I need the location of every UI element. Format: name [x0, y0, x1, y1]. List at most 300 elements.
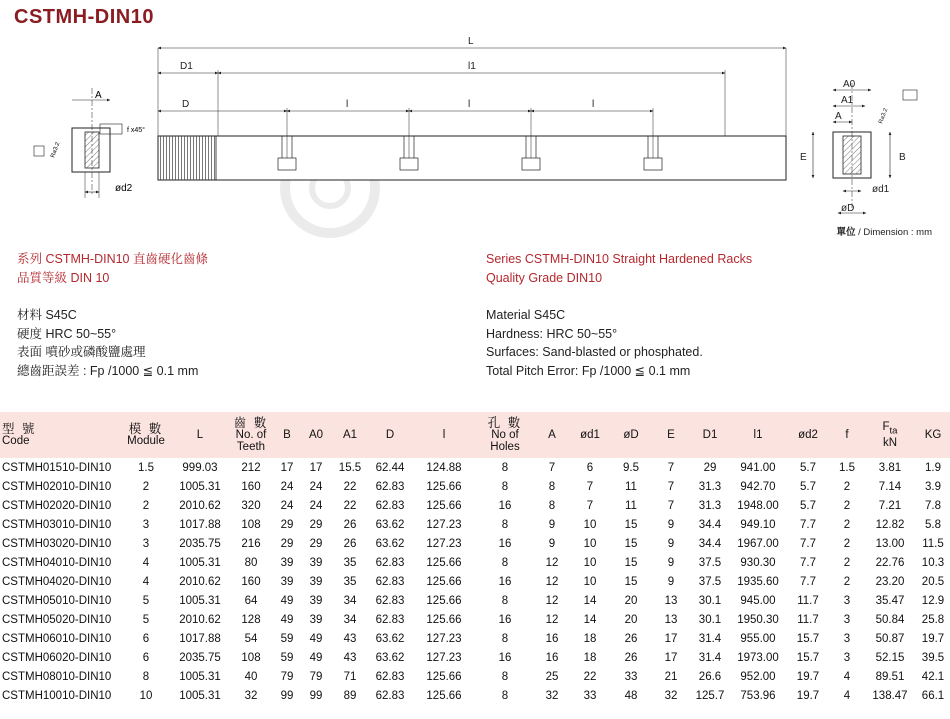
table-cell: 52.15 — [875, 651, 905, 664]
dim-label: l1 — [468, 61, 476, 72]
table-cell: 22 — [343, 499, 357, 512]
table-cell: CSTMH03020-DIN10 — [2, 537, 112, 550]
table-cell: 30.1 — [698, 594, 722, 607]
table-cell: 79 — [309, 670, 323, 683]
table-cell: 63.62 — [375, 632, 405, 645]
dim-label: A0 — [843, 79, 856, 90]
table-cell: 80 — [244, 556, 258, 569]
header-E: E — [652, 412, 690, 458]
table-cell: 26 — [343, 537, 357, 550]
table-cell: 62.83 — [375, 689, 405, 702]
table-cell: 18 — [583, 651, 597, 664]
grade-zh: 品質等級 DIN 10 — [17, 270, 110, 285]
header-A: A — [534, 412, 570, 458]
table-cell: 34.4 — [698, 518, 722, 531]
table-cell: 6 — [142, 651, 150, 664]
table-cell: 212 — [241, 461, 261, 474]
table-cell: 8 — [501, 632, 509, 645]
table-cell: 89.51 — [875, 670, 905, 683]
table-cell: CSTMH10010-DIN10 — [2, 689, 112, 702]
table-cell: 10 — [583, 518, 597, 531]
table-cell: 2 — [843, 480, 851, 493]
header-A1: A1 — [332, 412, 368, 458]
table-cell: 138.47 — [872, 689, 908, 702]
page-title: CSTMH-DIN10 — [14, 6, 154, 28]
table-cell: 930.30 — [740, 556, 776, 569]
table-cell: 6 — [586, 461, 594, 474]
table-cell: 11 — [625, 480, 637, 493]
table-cell: 941.00 — [740, 461, 776, 474]
left-end-view — [34, 88, 145, 198]
table-cell: 26 — [343, 518, 357, 531]
table-cell: 216 — [241, 537, 261, 550]
table-cell: 16 — [498, 537, 512, 550]
table-cell: 2 — [843, 537, 851, 550]
table-cell: 1005.31 — [179, 480, 221, 493]
dim-label: B — [899, 152, 906, 163]
table-cell: 89 — [343, 689, 357, 702]
table-cell: 5.7 — [800, 499, 816, 512]
table-cell: 29 — [280, 518, 294, 531]
table-cell: 15.7 — [796, 651, 820, 664]
dim-label: L — [468, 36, 474, 47]
table-cell: 8 — [501, 461, 509, 474]
dim-label: A1 — [841, 95, 854, 106]
table-cell: 43 — [343, 651, 357, 664]
table-cell: 62.83 — [375, 575, 405, 588]
table-cell: 24 — [280, 499, 294, 512]
table-cell: 29 — [703, 461, 717, 474]
table-cell: 16 — [498, 499, 512, 512]
table-cell: 40 — [244, 670, 258, 683]
table-cell: 1948.00 — [737, 499, 779, 512]
table-cell: 9 — [548, 537, 556, 550]
table-cell: 4 — [843, 670, 851, 683]
table-cell: 8 — [548, 499, 556, 512]
dim-label: Ra3.2 — [50, 141, 62, 159]
table-cell: 13.00 — [875, 537, 905, 550]
header-holes: 孔 數 No of Holes — [476, 412, 534, 458]
table-cell: 66.1 — [921, 689, 945, 702]
table-cell: 25.8 — [921, 613, 945, 626]
table-row — [0, 629, 950, 648]
table-cell: 30.1 — [698, 613, 722, 626]
table-cell: 35 — [343, 575, 357, 588]
table-cell: 32 — [545, 689, 559, 702]
table-cell: 11.7 — [797, 594, 819, 607]
table-cell: 1973.00 — [737, 651, 779, 664]
table-cell: 10 — [583, 537, 597, 550]
table-cell: 39 — [280, 575, 294, 588]
table-cell: 949.10 — [740, 518, 776, 531]
table-cell: CSTMH04020-DIN10 — [2, 575, 112, 588]
table-cell: 2 — [142, 480, 150, 493]
table-cell: 24 — [309, 499, 323, 512]
table-cell: 6 — [142, 632, 150, 645]
table-cell: 12 — [545, 613, 559, 626]
dim-label: E — [800, 152, 807, 163]
table-cell: 2035.75 — [179, 651, 221, 664]
table-cell: 8 — [501, 670, 509, 683]
spec-zh — [17, 250, 208, 380]
table-cell: 17 — [280, 461, 294, 474]
table-cell: 20 — [624, 594, 638, 607]
table-cell: 20 — [624, 613, 638, 626]
series-en: Series CSTMH-DIN10 Straight Hardened Racks — [486, 252, 753, 266]
table-cell: 43 — [343, 632, 357, 645]
table-cell: 4 — [142, 575, 150, 588]
header-phiD: øD — [610, 412, 652, 458]
table-cell: CSTMH03010-DIN10 — [2, 518, 112, 531]
table-cell: 62.83 — [375, 556, 405, 569]
table-cell: 2 — [843, 556, 851, 569]
table-cell: 1005.31 — [179, 556, 221, 569]
table-cell: 15.5 — [338, 461, 362, 474]
table-cell: 24 — [309, 480, 323, 493]
table-cell: 26.6 — [698, 670, 722, 683]
table-row — [0, 553, 950, 572]
table-cell: 8 — [142, 670, 150, 683]
table-cell: 7.8 — [925, 499, 941, 512]
table-cell: 39.5 — [921, 651, 945, 664]
right-end-view — [800, 79, 917, 214]
rack-technical-drawing — [0, 28, 950, 243]
table-cell: 17 — [664, 651, 678, 664]
table-cell: 48 — [624, 689, 638, 702]
table-row — [0, 477, 950, 496]
table-cell: 9 — [548, 518, 556, 531]
surface-en: Surfaces: Sand-blasted or phosphated. — [486, 345, 703, 359]
header-d1: ød1 — [570, 412, 610, 458]
table-cell: 9 — [667, 556, 675, 569]
table-cell: 7.7 — [800, 556, 816, 569]
header-d2: ød2 — [786, 412, 830, 458]
table-cell: 32 — [664, 689, 678, 702]
table-cell: 125.66 — [426, 499, 462, 512]
table-cell: 8 — [501, 594, 509, 607]
table-cell: 4 — [843, 689, 851, 702]
table-body — [0, 458, 950, 705]
series-zh: 系列 CSTMH-DIN10 直齒硬化齒條 — [17, 252, 208, 266]
table-cell: 127.23 — [426, 518, 462, 531]
table-cell: 15.7 — [796, 632, 820, 645]
table-cell: 952.00 — [740, 670, 776, 683]
table-cell: 5.7 — [800, 461, 816, 474]
table-cell: 2010.62 — [179, 575, 221, 588]
table-cell: 14 — [583, 613, 597, 626]
material-zh: 材料 S45C — [17, 308, 77, 322]
table-cell: 26 — [624, 632, 638, 645]
table-cell: 18 — [583, 632, 597, 645]
table-cell: CSTMH02020-DIN10 — [2, 499, 112, 512]
dim-label: øD — [841, 203, 855, 214]
table-cell: 59 — [280, 651, 294, 664]
table-cell: 99 — [280, 689, 294, 702]
table-cell: 3 — [843, 613, 851, 626]
table-cell: CSTMH06010-DIN10 — [2, 632, 112, 645]
grade-en: Quality Grade DIN10 — [486, 270, 603, 285]
table-row — [0, 648, 950, 667]
table-cell: 22 — [583, 670, 597, 683]
table-cell: 160 — [241, 575, 261, 588]
header-L: L — [172, 412, 228, 458]
table-cell: 7 — [667, 480, 675, 493]
header-l: l — [412, 412, 476, 458]
table-cell: 16 — [545, 651, 559, 664]
table-cell: 4 — [142, 556, 150, 569]
table-cell: 63.62 — [375, 518, 405, 531]
table-cell: 15 — [624, 556, 638, 569]
table-cell: 37.5 — [698, 556, 722, 569]
table-row — [0, 591, 950, 610]
table-cell: 11.5 — [922, 537, 944, 550]
table-cell: 1005.31 — [179, 689, 221, 702]
table-cell: 127.23 — [426, 651, 462, 664]
table-cell: 62.83 — [375, 670, 405, 683]
table-cell: 160 — [241, 480, 261, 493]
table-cell: 54 — [244, 632, 258, 645]
table-cell: 15 — [624, 518, 638, 531]
table-cell: 125.66 — [426, 480, 462, 493]
table-cell: 13 — [664, 594, 678, 607]
table-cell: CSTMH08010-DIN10 — [2, 670, 112, 683]
table-cell: 2 — [843, 499, 851, 512]
dim-label: ød1 — [872, 184, 890, 195]
table-cell: 3 — [142, 537, 150, 550]
table-cell: 999.03 — [182, 461, 218, 474]
table-cell: 29 — [309, 518, 323, 531]
table-cell: 945.00 — [740, 594, 776, 607]
table-cell: 29 — [280, 537, 294, 550]
table-cell: 33 — [583, 689, 597, 702]
table-cell: 37.5 — [698, 575, 722, 588]
table-cell: 1017.88 — [179, 632, 221, 645]
spec-en — [486, 250, 752, 380]
header-f: f — [830, 412, 864, 458]
table-cell: 49 — [280, 613, 294, 626]
table-cell: 34 — [343, 613, 357, 626]
table-cell: 19.7 — [921, 632, 945, 645]
dim-label: A — [95, 90, 102, 101]
material-en: Material S45C — [486, 308, 566, 322]
table-cell: 39 — [309, 575, 323, 588]
table-cell: 5.7 — [800, 480, 816, 493]
table-cell: 16 — [498, 575, 512, 588]
table-cell: CSTMH06020-DIN10 — [2, 651, 112, 664]
table-cell: 49 — [309, 632, 323, 645]
table-cell: 62.83 — [375, 480, 405, 493]
table-cell: 31.4 — [698, 632, 722, 645]
table-cell: 753.96 — [740, 689, 776, 702]
table-cell: 35 — [343, 556, 357, 569]
header-force: $F_{ta}$ kN — [864, 412, 916, 458]
dim-label: A — [835, 111, 842, 122]
table-cell: CSTMH05020-DIN10 — [2, 613, 112, 626]
table-cell: 5.8 — [925, 518, 941, 531]
dim-label: l — [468, 99, 471, 110]
table-cell: 50.84 — [875, 613, 905, 626]
table-cell: 49 — [280, 594, 294, 607]
table-cell: 1.9 — [925, 461, 941, 474]
table-cell: 39 — [280, 556, 294, 569]
table-cell: 942.70 — [740, 480, 776, 493]
table-cell: 3.9 — [925, 480, 941, 493]
table-cell: 39 — [309, 613, 323, 626]
table-row — [0, 458, 950, 477]
table-cell: 7.14 — [878, 480, 902, 493]
unit-note: 單位 / Dimension : mm — [836, 227, 932, 238]
table-cell: 59 — [280, 632, 294, 645]
spec-table — [0, 412, 950, 705]
table-cell: CSTMH02010-DIN10 — [2, 480, 112, 493]
table-cell: 62.83 — [375, 499, 405, 512]
header-A0: A0 — [300, 412, 332, 458]
table-cell: 32 — [244, 689, 258, 702]
pitch-error-zh: 總齒距誤差 : Fp /1000 ≦ 0.1 mm — [17, 363, 199, 378]
pitch-error-en: Total Pitch Error: Fp /1000 ≦ 0.1 mm — [486, 363, 691, 378]
table-cell: 8 — [501, 689, 509, 702]
table-cell: 3 — [843, 651, 851, 664]
table-cell: 25 — [545, 670, 559, 683]
table-cell: 22 — [343, 480, 357, 493]
table-cell: 108 — [241, 651, 261, 664]
table-cell: 33 — [624, 670, 638, 683]
table-cell: 11 — [625, 499, 637, 512]
table-cell: 34 — [343, 594, 357, 607]
table-cell: 125.66 — [426, 613, 462, 626]
table-cell: 20.5 — [921, 575, 945, 588]
table-cell: 125.66 — [426, 594, 462, 607]
table-cell: 9 — [667, 518, 675, 531]
table-cell: 8 — [501, 518, 509, 531]
table-row — [0, 515, 950, 534]
table-cell: 7.7 — [800, 518, 816, 531]
dim-label: l — [592, 99, 595, 110]
dim-label: D — [182, 99, 190, 110]
table-cell: 39 — [309, 594, 323, 607]
table-cell: 9 — [667, 575, 675, 588]
table-cell: 17 — [664, 632, 678, 645]
table-cell: 12.9 — [921, 594, 945, 607]
table-cell: 7 — [548, 461, 556, 474]
table-cell: 7 — [586, 499, 594, 512]
table-cell: 31.3 — [698, 480, 722, 493]
table-cell: 13 — [664, 613, 678, 626]
table-cell: 10 — [139, 689, 153, 702]
rack-main-view — [158, 36, 786, 180]
table-cell: 1005.31 — [179, 594, 221, 607]
table-cell: 2 — [843, 518, 851, 531]
table-cell: 125.66 — [426, 575, 462, 588]
table-cell: 64 — [244, 594, 258, 607]
table-cell: 3 — [142, 518, 150, 531]
table-cell: 1017.88 — [179, 518, 221, 531]
table-cell: 8 — [501, 556, 509, 569]
table-cell: 49 — [309, 651, 323, 664]
table-cell: 8 — [501, 480, 509, 493]
table-cell: 9.5 — [623, 461, 639, 474]
table-cell: 62.83 — [375, 594, 405, 607]
table-cell: 35.47 — [875, 594, 905, 607]
table-cell: 127.23 — [426, 632, 462, 645]
table-cell: 2010.62 — [179, 613, 221, 626]
table-cell: 955.00 — [740, 632, 776, 645]
dim-label: Ra3.2 — [878, 107, 890, 125]
table-cell: 3 — [843, 632, 851, 645]
table-cell: 12.82 — [875, 518, 905, 531]
table-cell: 3 — [843, 594, 851, 607]
table-cell: 99 — [309, 689, 323, 702]
table-cell: 10.3 — [921, 556, 945, 569]
table-cell: 24 — [280, 480, 294, 493]
table-cell: 320 — [241, 499, 261, 512]
header-D: D — [368, 412, 412, 458]
table-row — [0, 534, 950, 553]
table-cell: 9 — [667, 537, 675, 550]
table-cell: 10 — [583, 575, 597, 588]
table-cell: 16 — [498, 613, 512, 626]
table-cell: 31.4 — [698, 651, 722, 664]
dim-label: f x45° — [127, 127, 145, 134]
hardness-zh: 硬度 HRC 50~55° — [17, 326, 117, 341]
table-cell: 16 — [498, 651, 512, 664]
table-cell: 15 — [624, 575, 638, 588]
table-cell: 1967.00 — [737, 537, 779, 550]
table-cell: 2035.75 — [179, 537, 221, 550]
header-B: B — [274, 412, 300, 458]
table-cell: 2010.62 — [179, 499, 221, 512]
table-cell: 108 — [241, 518, 261, 531]
table-cell: 62.44 — [375, 461, 405, 474]
table-cell: 12 — [545, 575, 559, 588]
table-header-row — [0, 412, 950, 458]
table-cell: 26 — [624, 651, 638, 664]
table-cell: 12 — [545, 594, 559, 607]
table-cell: 8 — [548, 480, 556, 493]
table-cell: 50.87 — [875, 632, 905, 645]
table-cell: 10 — [583, 556, 597, 569]
table-cell: 7 — [667, 499, 675, 512]
table-cell: 2 — [142, 499, 150, 512]
table-cell: 124.88 — [426, 461, 462, 474]
table-cell: 39 — [309, 556, 323, 569]
table-cell: 29 — [309, 537, 323, 550]
hardness-en: Hardness: HRC 50~55° — [486, 326, 618, 341]
header-teeth: 齒 數 No. of Teeth — [228, 412, 274, 458]
dim-label: ød2 — [115, 183, 133, 194]
table-cell: 14 — [583, 594, 597, 607]
table-cell: CSTMH05010-DIN10 — [2, 594, 112, 607]
table-cell: 23.20 — [875, 575, 905, 588]
table-cell: 31.3 — [698, 499, 722, 512]
header-weight: KG — [916, 412, 950, 458]
table-cell: 16 — [545, 632, 559, 645]
table-cell: 7.21 — [878, 499, 902, 512]
table-cell: 2 — [843, 575, 851, 588]
dim-label: l — [346, 99, 349, 110]
table-row — [0, 667, 950, 686]
table-cell: 71 — [343, 670, 357, 683]
table-cell: 1.5 — [138, 461, 154, 474]
header-module: 模 數 Module — [120, 412, 172, 458]
table-cell: 63.62 — [375, 651, 405, 664]
table-cell: 7 — [667, 461, 675, 474]
table-cell: 34.4 — [698, 537, 722, 550]
table-cell: CSTMH01510-DIN10 — [2, 461, 112, 474]
header-code: 型 號 Code — [0, 412, 120, 458]
table-cell: 125.66 — [426, 689, 462, 702]
table-cell: 7.7 — [800, 575, 816, 588]
